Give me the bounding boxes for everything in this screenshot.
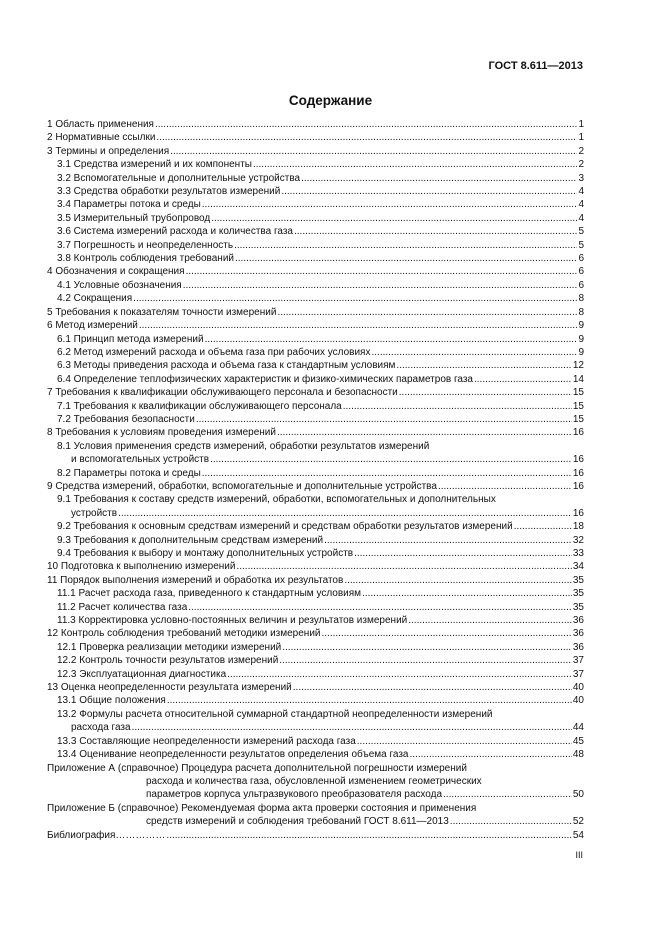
toc-entry-page: 16 <box>572 480 584 492</box>
toc-entry-label: 3.2 Вспомогательные и дополнительные устройства <box>57 172 301 184</box>
dot-leader <box>167 694 572 707</box>
toc-entry[interactable] <box>47 306 584 319</box>
dot-leader <box>396 359 571 372</box>
toc-entry[interactable] <box>47 829 584 842</box>
toc-entry[interactable] <box>47 654 584 667</box>
toc-entry[interactable] <box>47 118 584 131</box>
toc-entry-label: 4 Обозначения и сокращения <box>47 266 185 278</box>
toc-entry-label: 9.4 Требования к выбору и монтажу дополнительных устройств <box>57 548 354 559</box>
dot-leader <box>253 158 577 171</box>
toc-entry-label: 13.3 Составляющие неопределенности измерений расхода газа <box>57 735 356 747</box>
dot-leader <box>443 788 572 801</box>
toc-entry[interactable] <box>47 520 584 533</box>
dot-leader <box>236 560 571 573</box>
toc-entry[interactable] <box>47 627 584 640</box>
toc-entry-label: 6.4 Определение теплофизических характеристик и физико-химических параметров газа <box>57 373 473 385</box>
toc-entry-page: 4 <box>578 186 584 198</box>
toc-entry-label: 13.4 Оценивание неопределенности результатов определения объема газа <box>57 749 409 761</box>
toc-entry-label: 11.1 Расчет расхода газа, приведенного к стандартным условиям <box>57 588 362 600</box>
toc-entry[interactable] <box>47 265 584 278</box>
toc-entry-page: 40 <box>572 682 584 694</box>
toc-entry-label: 6.2 Метод измерений расхода и объема газа при рабочих условиях <box>57 346 371 358</box>
toc-entry-page: 36 <box>572 628 584 640</box>
dot-leader <box>186 265 578 278</box>
dot-leader <box>281 185 577 198</box>
dot-leader <box>188 601 572 614</box>
toc-entry-label: и вспомогательных устройств <box>71 454 210 466</box>
toc-entry-label: параметров корпуса ультразвукового преобразователя расхода <box>146 789 443 801</box>
dot-leader <box>234 239 577 252</box>
toc-entry-label-continued: расхода и количества газа, обусловленной изменением геометрических <box>146 775 482 787</box>
page-number: III <box>575 850 583 860</box>
toc-entry[interactable] <box>47 614 584 627</box>
dot-leader <box>324 534 572 547</box>
toc-entry-label: 3.6 Система измерений расхода и количества газа <box>57 226 293 238</box>
toc-entry-page: 2 <box>578 159 584 171</box>
toc-entry-label: 4.2 Сокращения <box>57 293 133 305</box>
toc-entry-page: 37 <box>572 655 584 667</box>
toc-entry-label: 5 Требования к показателям точности измерений <box>47 306 277 318</box>
toc-entry[interactable] <box>47 131 584 144</box>
toc-entry[interactable] <box>47 708 584 735</box>
toc-entry-page: 32 <box>572 534 584 546</box>
dot-leader <box>210 453 572 466</box>
toc-entry-page: 5 <box>578 239 584 251</box>
toc-entry[interactable] <box>47 534 584 547</box>
dot-leader <box>371 346 577 359</box>
toc-entry-page: 6 <box>578 279 584 291</box>
toc-entry[interactable] <box>47 493 584 520</box>
toc-entry-label: 9.1 Требования к составу средств измерений, обработки, вспомогательных и дополнительных <box>57 494 496 506</box>
toc-entry[interactable] <box>47 252 584 265</box>
dot-leader <box>170 145 577 158</box>
dot-leader <box>155 118 577 131</box>
toc-entry[interactable] <box>47 279 584 292</box>
toc-entry-page: 35 <box>572 574 584 586</box>
dot-leader <box>344 574 572 587</box>
toc-entry[interactable] <box>47 172 584 185</box>
toc-entry-label: 3.4 Параметры потока и среды <box>57 199 201 211</box>
toc-entry[interactable] <box>47 641 584 654</box>
toc-entry-page: 35 <box>572 601 584 613</box>
toc-entry[interactable] <box>47 225 584 238</box>
toc-entry-label: Библиография…………… <box>47 829 166 841</box>
dot-leader <box>202 198 578 211</box>
toc-entry[interactable] <box>47 440 584 467</box>
document-code: ГОСТ 8.611—2013 <box>488 60 583 72</box>
toc-entry-page: 16 <box>572 507 584 519</box>
dot-leader <box>133 292 577 305</box>
toc-entry[interactable] <box>47 748 584 761</box>
toc-entry-page: 36 <box>572 641 584 653</box>
toc-entry-label: 6.1 Принцип метода измерений <box>57 333 204 345</box>
toc-entry-page: 8 <box>578 306 584 318</box>
toc-entry-page: 5 <box>578 226 584 238</box>
toc-entry-page: 18 <box>572 521 584 533</box>
toc-entry-page: 1 <box>578 119 584 130</box>
toc-entry-label: 3 Термины и определения <box>47 145 170 157</box>
dot-leader <box>410 748 572 761</box>
dot-leader <box>132 721 572 734</box>
toc-entry-page: 3 <box>578 172 584 184</box>
dot-leader <box>450 815 572 828</box>
toc-entry[interactable] <box>47 185 584 198</box>
dot-leader <box>156 131 577 144</box>
dot-leader <box>235 252 577 265</box>
dot-leader <box>277 306 577 319</box>
toc-entry[interactable] <box>47 802 584 829</box>
dot-leader <box>118 507 572 520</box>
toc-entry-page: 36 <box>572 615 584 627</box>
toc-entry[interactable] <box>47 359 584 372</box>
toc-entry-page: 44 <box>572 722 584 734</box>
toc-entry-label: расхода газа <box>71 722 131 734</box>
toc-entry[interactable] <box>47 413 584 426</box>
toc-entry-label: 9.3 Требования к дополнительным средствам измерений <box>57 534 324 546</box>
toc-entry-label: 6.3 Методы приведения расхода и объема газа к стандартным условиям <box>57 360 396 372</box>
dot-leader <box>166 829 571 842</box>
dot-leader <box>343 400 572 413</box>
toc-entry-label: 8 Требования к условиям проведения измерений <box>47 427 276 439</box>
toc-entry-page: 6 <box>578 253 584 265</box>
toc-entry-page: 52 <box>572 816 584 828</box>
toc-entry-label: устройств <box>71 507 118 519</box>
toc-entry[interactable] <box>47 426 584 439</box>
dot-leader <box>399 386 572 399</box>
toc-entry-label: 13 Оценка неопределенности результата измерений <box>47 682 292 694</box>
toc-entry-label: 13.1 Общие положения <box>57 695 166 707</box>
toc-entry-label: 8.2 Параметры потока и среды <box>57 467 201 479</box>
toc-entry-page: 14 <box>572 373 584 385</box>
page-title: Содержание <box>288 93 373 108</box>
toc-entry-label: 6 Метод измерений <box>47 320 138 332</box>
dot-leader <box>354 547 572 560</box>
toc-entry-page: 16 <box>572 467 584 479</box>
toc-entry[interactable] <box>47 681 584 694</box>
toc-entry-page: 37 <box>572 668 584 680</box>
dot-leader <box>294 225 577 238</box>
toc-entry[interactable] <box>47 547 584 560</box>
dot-leader <box>408 614 572 627</box>
dot-leader <box>227 668 572 681</box>
dot-leader <box>301 172 577 185</box>
toc-entry-label: 8.1 Условия применения средств измерений, обработки результатов измерений <box>57 440 430 452</box>
dot-leader <box>139 319 578 332</box>
toc-entry-label: Приложение Б (справочное) Рекомендуемая форма акта проверки состояния и применения <box>47 802 477 814</box>
toc-entry[interactable] <box>47 587 584 600</box>
toc-entry-page: 4 <box>578 212 584 224</box>
toc-entry[interactable] <box>47 762 584 802</box>
toc-entry-label: 11.3 Корректировка условно-постоянных величин и результатов измерений <box>57 615 408 627</box>
toc-entry[interactable] <box>47 668 584 681</box>
toc-entry-label: средств измерений и соблюдения требований ГОСТ 8.611—2013 <box>146 816 449 828</box>
toc-entry[interactable] <box>47 198 584 211</box>
toc-entry[interactable] <box>47 158 584 171</box>
toc-entry-label: 9 Средства измерений, обработки, вспомогательные и дополнительные устройства <box>47 480 437 492</box>
dot-leader <box>362 587 572 600</box>
dot-leader <box>202 467 572 480</box>
dot-leader <box>211 212 577 225</box>
toc-entry[interactable] <box>47 239 584 252</box>
toc-entry-page: 34 <box>572 561 584 573</box>
dot-leader <box>357 735 572 748</box>
toc-entry-label: Приложение А (справочное) Процедура расчета дополнительной погрешности измерений <box>47 762 467 774</box>
toc-entry-label: 7.1 Требования к квалификации обслуживающего персонала <box>57 400 342 412</box>
toc-entry-label: 10 Подготовка к выполнению измерений <box>47 561 236 573</box>
toc-entry-page: 16 <box>572 454 584 466</box>
toc-entry-label: 13.2 Формулы расчета относительной суммарной стандартной неопределенности измерений <box>57 708 493 720</box>
dot-leader <box>183 279 578 292</box>
toc-entry-page: 8 <box>578 293 584 305</box>
toc-entry[interactable] <box>47 292 584 305</box>
toc-entry[interactable] <box>47 333 584 346</box>
toc-entry-label: 3.8 Контроль соблюдения требований <box>57 253 234 265</box>
toc-entry-page: 15 <box>572 387 584 399</box>
dot-leader <box>205 333 578 346</box>
toc-entry-page: 9 <box>578 320 584 332</box>
toc-entry-page: 40 <box>572 695 584 707</box>
dot-leader <box>514 520 572 533</box>
toc-entry-label: 11.2 Расчет количества газа <box>57 601 188 613</box>
toc-entry-label: 7.2 Требования безопасности <box>57 413 195 425</box>
dot-leader <box>277 426 572 439</box>
toc-entry-page: 12 <box>572 360 584 372</box>
toc-entry-page: 35 <box>572 588 584 600</box>
toc-entry-label: 3.1 Средства измерений и их компоненты <box>57 159 252 171</box>
dot-leader <box>282 641 572 654</box>
toc-entry[interactable] <box>47 386 584 399</box>
toc-entry-page: 1 <box>578 132 584 144</box>
toc-entry[interactable] <box>47 694 584 707</box>
toc-entry-label: 12.2 Контроль точности результатов измерений <box>57 655 279 667</box>
toc-entry[interactable] <box>47 480 584 493</box>
toc-entry[interactable] <box>47 574 584 587</box>
dot-leader <box>322 627 572 640</box>
toc-entry-label: 11 Порядок выполнения измерений и обработка их результатов <box>47 574 344 586</box>
toc-entry[interactable] <box>47 735 584 748</box>
toc-entry-label: 12 Контроль соблюдения требований методики измерений <box>47 628 321 640</box>
toc-entry[interactable] <box>47 145 584 158</box>
toc-entry-label: 12.1 Проверка реализации методики измерений <box>57 641 282 653</box>
toc-entry[interactable] <box>47 560 584 573</box>
toc-entry-page: 33 <box>572 548 584 559</box>
toc-entry-label: 7 Требования к квалификации обслуживающего персонала и безопасности <box>47 387 398 399</box>
toc-entry-label: 3.3 Средства обработки результатов измерений <box>57 186 281 198</box>
toc-entry-page: 48 <box>572 749 584 761</box>
toc-entry[interactable] <box>47 400 584 413</box>
toc-entry-page: 50 <box>572 789 584 801</box>
toc-entry-label: 1 Область применения <box>47 119 154 130</box>
toc-entry[interactable] <box>47 346 584 359</box>
toc-entry-page: 4 <box>578 199 584 211</box>
toc-entry-page: 45 <box>572 735 584 747</box>
dot-leader <box>279 654 572 667</box>
toc-entry-page: 6 <box>578 266 584 278</box>
toc-entry-page: 9 <box>578 346 584 358</box>
toc-entry-label: 3.7 Погрешность и неопределенность <box>57 239 234 251</box>
dot-leader <box>474 373 572 386</box>
dot-leader <box>438 480 572 493</box>
toc-entry[interactable] <box>47 601 584 614</box>
toc-entry-label: 12.3 Эксплуатационная диагностика <box>57 668 227 680</box>
toc-entry[interactable] <box>47 373 584 386</box>
toc-entry-label: 9.2 Требования к основным средствам измерений и средствам обработки результатов измерений <box>57 521 513 533</box>
toc-entry[interactable] <box>47 319 584 332</box>
table-of-contents <box>47 118 584 842</box>
toc-entry-page: 15 <box>572 400 584 412</box>
toc-entry-page: 2 <box>578 145 584 157</box>
toc-entry[interactable] <box>47 212 584 225</box>
toc-entry-page: 16 <box>572 427 584 439</box>
toc-entry-label: 4.1 Условные обозначения <box>57 279 182 291</box>
dot-leader <box>196 413 572 426</box>
toc-entry-label: 2 Нормативные ссылки <box>47 132 156 144</box>
toc-entry-label: 3.5 Измерительный трубопровод <box>57 212 211 224</box>
toc-entry[interactable] <box>47 467 584 480</box>
dot-leader <box>293 681 572 694</box>
toc-entry-page: 15 <box>572 413 584 425</box>
toc-entry-page: 9 <box>578 333 584 345</box>
toc-entry-page: 54 <box>572 829 584 841</box>
